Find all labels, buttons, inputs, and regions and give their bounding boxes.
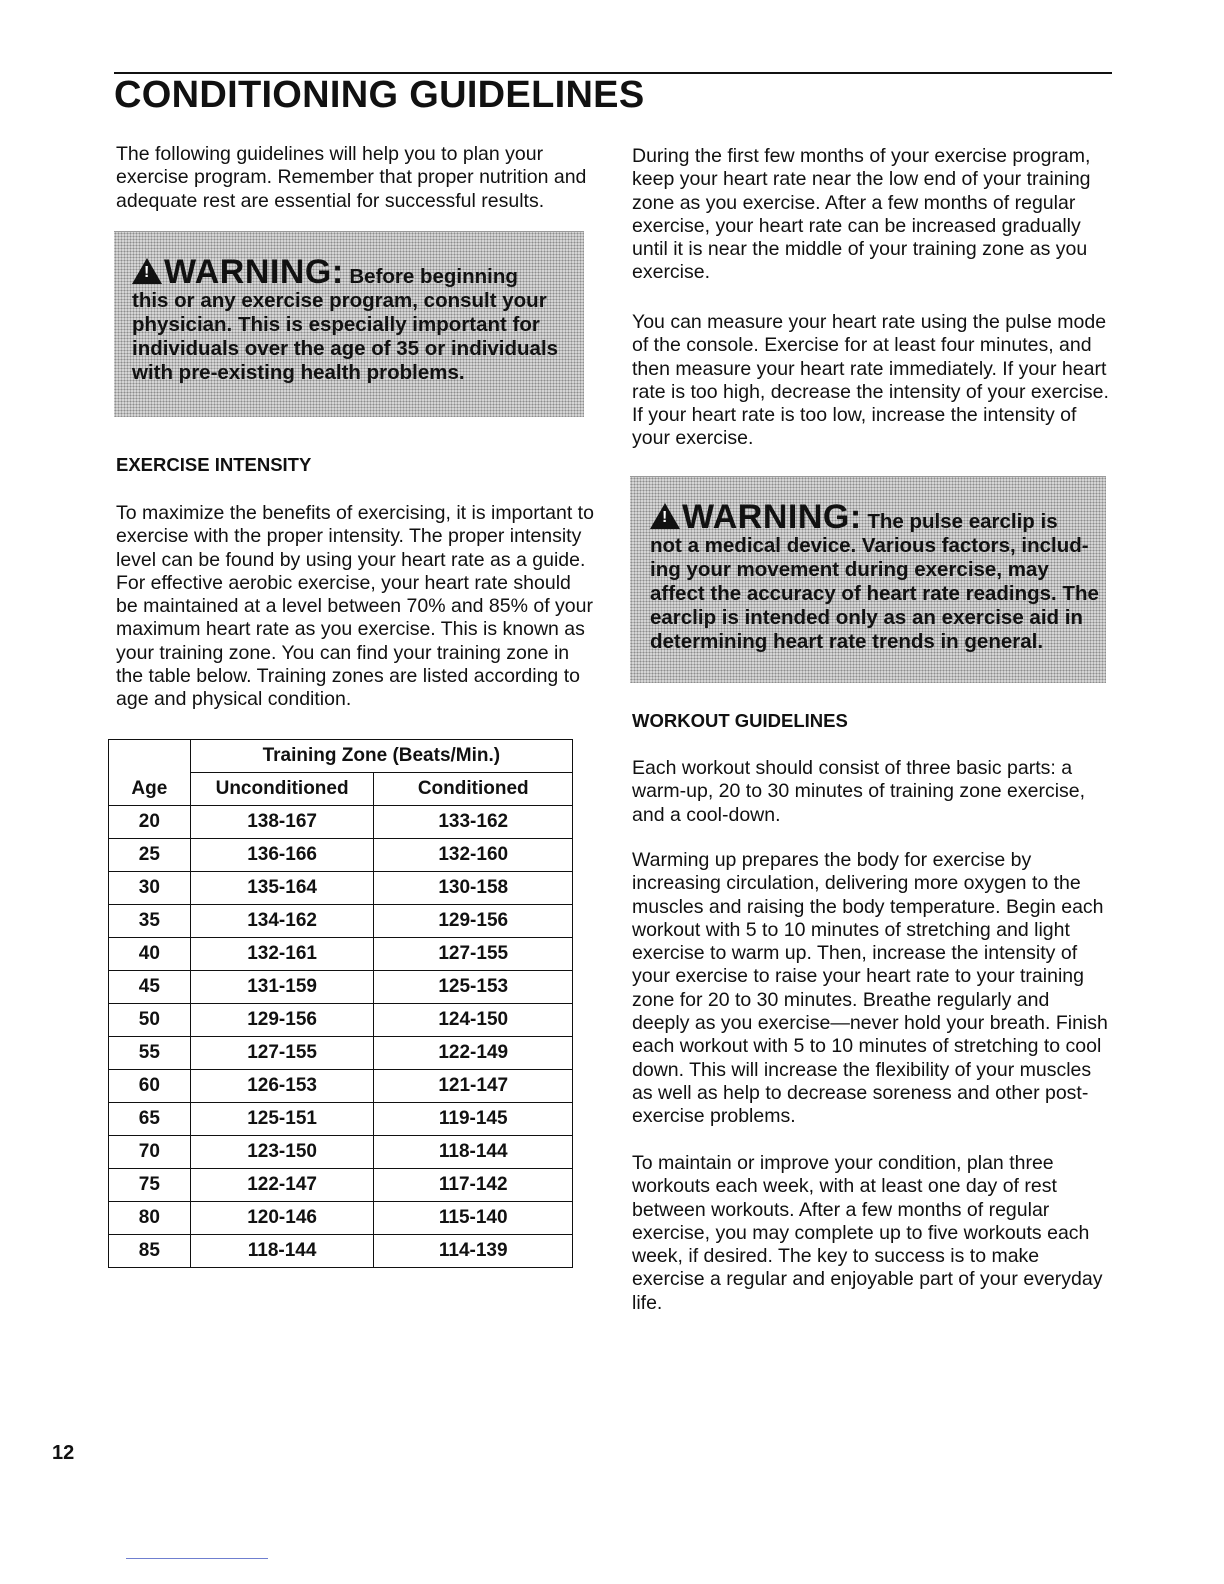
heart-rate-text-2: You can measure your heart rate using the pulse mode of the console. Exercise for at least four minutes, and then measure your heart rate immediately. If your heart rate is too high, decrease the intensity of your exercise. If your heart rate is too low, increase the intensity of your exercise. <box>632 311 1109 450</box>
age-cell: 60 <box>109 1070 191 1103</box>
table-row <box>109 1235 573 1268</box>
unconditioned-cell: 131-159 <box>190 971 374 1004</box>
table-row <box>109 1037 573 1070</box>
conditioned-cell: 114-139 <box>374 1235 573 1268</box>
warning-line: Before beginning <box>349 265 518 288</box>
page-title: CONDITIONING GUIDELINES <box>114 74 645 116</box>
warning-line: this or any exercise program, consult your <box>132 289 547 312</box>
unconditioned-cell: 129-156 <box>190 1004 374 1037</box>
warning-label: WARNING: <box>164 253 344 291</box>
warning-triangle-icon <box>132 258 162 284</box>
training-zone-table <box>108 739 573 1268</box>
unconditioned-cell: 123-150 <box>190 1136 374 1169</box>
table-row <box>109 1202 573 1235</box>
conditioned-cell: 118-144 <box>374 1136 573 1169</box>
table-row <box>109 1136 573 1169</box>
table-row <box>109 1070 573 1103</box>
warning-triangle-icon <box>650 503 680 529</box>
warning-box-physician <box>114 231 584 417</box>
table-row <box>109 839 573 872</box>
exercise-intensity-body <box>116 502 594 712</box>
heart-rate-paragraph-2 <box>632 311 1112 451</box>
table-row <box>109 1004 573 1037</box>
conditioned-cell: 129-156 <box>374 905 573 938</box>
workout-guidelines-heading: WORKOUT GUIDELINES <box>632 710 848 731</box>
exercise-intensity-heading: EXERCISE INTENSITY <box>116 454 312 475</box>
warning-label: WARNING: <box>682 498 862 536</box>
age-cell: 80 <box>109 1202 191 1235</box>
age-cell: 75 <box>109 1169 191 1202</box>
age-cell: 70 <box>109 1136 191 1169</box>
unconditioned-cell: 118-144 <box>190 1235 374 1268</box>
conditioned-cell: 124-150 <box>374 1004 573 1037</box>
table-row <box>109 1103 573 1136</box>
footer-rule <box>126 1558 268 1559</box>
unconditioned-cell: 122-147 <box>190 1169 374 1202</box>
age-cell: 20 <box>109 806 191 839</box>
warning-box-earclip <box>630 476 1106 683</box>
warning-line: individuals over the age of 35 or individuals <box>132 337 559 360</box>
workout-paragraph-1 <box>632 757 1102 827</box>
workout-text-2: Warming up prepares the body for exercise by increasing circulation, delivering more oxygen to the muscles and raising the body temperature. Begin each workout with 5 to 10 minutes of stretching and light exercise to warm up. Then, increase the intensity of your exercise to raise your heart rate to your training zone for 20 to 30 minutes. Breathe regularly and deeply as you exercise—never hold your breath. Finish each workout with 5 to 10 minutes of stretching to cool down. This will increase the flexibility of your muscles as well as help to decrease soreness and other post-exercise problems. <box>632 849 1108 1128</box>
unconditioned-cell: 138-167 <box>190 806 374 839</box>
conditioned-cell: 127-155 <box>374 938 573 971</box>
workout-text-1: Each workout should consist of three basic parts: a warm-up, 20 to 30 minutes of training zone exercise, and a cool-down. <box>632 757 1086 826</box>
age-cell: 45 <box>109 971 191 1004</box>
age-cell: 35 <box>109 905 191 938</box>
workout-guidelines-section <box>632 709 1112 732</box>
age-cell: 55 <box>109 1037 191 1070</box>
conditioned-cell: 130-158 <box>374 872 573 905</box>
age-cell: 85 <box>109 1235 191 1268</box>
unconditioned-cell: 132-161 <box>190 938 374 971</box>
table-row <box>109 806 573 839</box>
unconditioned-cell: 136-166 <box>190 839 374 872</box>
unconditioned-cell: 120-146 <box>190 1202 374 1235</box>
conditioned-cell: 119-145 <box>374 1103 573 1136</box>
age-cell: 50 <box>109 1004 191 1037</box>
header-conditioned: Conditioned <box>374 773 573 806</box>
workout-text-3: To maintain or improve your condition, plan three workouts each week, with at least one day of rest between workouts. After a few months of regular exercise, you may complete up to five workouts each week, if desired. The key to success is to make exercise a regular and enjoyable part of your everyday life. <box>632 1152 1103 1314</box>
table-corner-cell <box>109 740 191 773</box>
unconditioned-cell: 134-162 <box>190 905 374 938</box>
conditioned-cell: 121-147 <box>374 1070 573 1103</box>
page-number: 12 <box>52 1442 75 1464</box>
age-cell: 30 <box>109 872 191 905</box>
unconditioned-cell: 127-155 <box>190 1037 374 1070</box>
table-row <box>109 971 573 1004</box>
table-row <box>109 872 573 905</box>
unconditioned-cell: 125-151 <box>190 1103 374 1136</box>
warning-line: not a medical device. Various factors, includ- <box>650 534 1089 557</box>
warning-line: affect the accuracy of heart rate readings. The <box>650 582 1099 605</box>
conditioned-cell: 125-153 <box>374 971 573 1004</box>
warning-line: ing your movement during exercise, may <box>650 558 1049 581</box>
table-row <box>109 1169 573 1202</box>
heart-rate-text-1: During the first few months of your exercise program, keep your heart rate near the low end of your training zone as you exercise. After a few months of regular exercise, your heart rate can be increased gradually until it is near the middle of your training zone as you exercise. <box>632 145 1091 284</box>
table-group-header: Training Zone (Beats/Min.) <box>190 740 572 773</box>
warning-text <box>132 253 559 385</box>
table-row <box>109 938 573 971</box>
intro-text: The following guidelines will help you to plan your exercise program. Remember that proper nutrition and adequate rest are essential for successful results. <box>116 143 587 212</box>
warning-line: with pre-existing health problems. <box>132 361 465 384</box>
age-cell: 65 <box>109 1103 191 1136</box>
warning-line: determining heart rate trends in general. <box>650 630 1044 653</box>
conditioned-cell: 132-160 <box>374 839 573 872</box>
warning-line: physician. This is especially important for <box>132 313 540 336</box>
conditioned-cell: 122-149 <box>374 1037 573 1070</box>
workout-paragraph-2 <box>632 849 1110 1129</box>
warning-line: The pulse earclip is <box>867 510 1058 533</box>
table-row <box>109 905 573 938</box>
exercise-intensity-section <box>116 453 596 476</box>
warning-text <box>650 498 1099 654</box>
conditioned-cell: 117-142 <box>374 1169 573 1202</box>
warning-line: earclip is intended only as an exercise aid in <box>650 606 1083 629</box>
age-cell: 40 <box>109 938 191 971</box>
unconditioned-cell: 126-153 <box>190 1070 374 1103</box>
conditioned-cell: 115-140 <box>374 1202 573 1235</box>
heart-rate-paragraph-1 <box>632 145 1112 285</box>
workout-paragraph-3 <box>632 1152 1108 1315</box>
age-cell: 25 <box>109 839 191 872</box>
header-age: Age <box>109 773 191 806</box>
intro-paragraph <box>116 143 596 213</box>
exercise-intensity-text: To maximize the benefits of exercising, it is important to exercise with the proper intensity. The proper intensity level can be found by using your heart rate as a guide. For effective aerobic exercise, your heart rate should be maintained at a level between 70% and 85% of your maximum heart rate as you exercise. This is known as your training zone. You can find your training zone in the table below. Training zones are listed according to age and physical condition. <box>116 502 594 711</box>
conditioned-cell: 133-162 <box>374 806 573 839</box>
unconditioned-cell: 135-164 <box>190 872 374 905</box>
header-unconditioned: Unconditioned <box>190 773 374 806</box>
